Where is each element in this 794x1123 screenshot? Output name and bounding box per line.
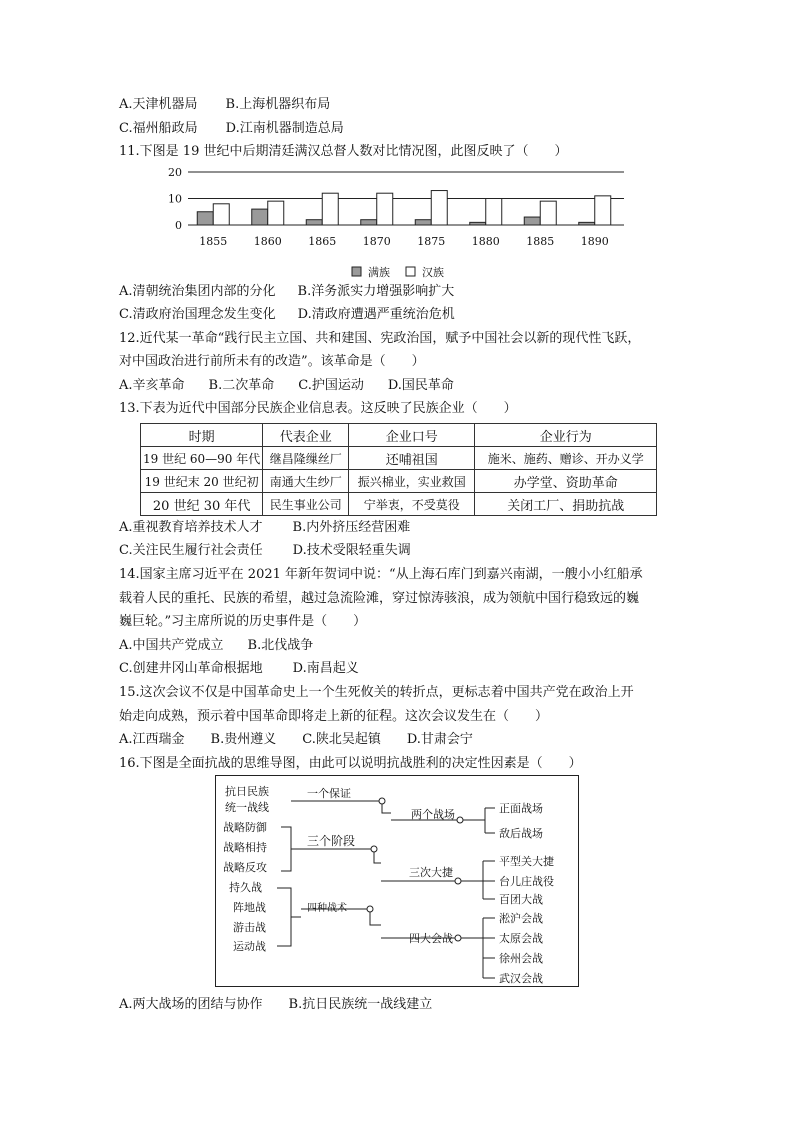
table-cell: 民生事业公司 xyxy=(263,493,349,516)
q16-mind-map xyxy=(215,775,579,987)
chart-x-tick-label: 1860 xyxy=(253,235,282,248)
mind-map-battle-1: 淞沪会战 xyxy=(499,912,543,925)
q16-option-a: A.两大战场的团结与协作 xyxy=(119,997,263,1012)
q11-stem: 11.下图是 19 世纪中后期清廷满汉总督人数对比情况图，此图反映了（ ） xyxy=(119,144,568,159)
mind-map-front-2: 敌后战场 xyxy=(499,827,543,840)
mind-map-left-united-front-2: 统一战线 xyxy=(225,801,269,814)
q15-stem-line1: 15.这次会议不仅是中国革命史上一个生死攸关的转折点，更标志着中国共产党在政治上开 xyxy=(119,685,634,700)
q10-options-row1 xyxy=(119,96,330,114)
table-row xyxy=(141,447,657,470)
q15-option-c: C.陕北吴起镇 xyxy=(302,732,381,747)
q14-option-a: A.中国共产党成立 xyxy=(119,638,224,653)
q12-stem-line2: 对中国政治进行前所未有的改造”。该革命是（ ） xyxy=(119,354,425,369)
q12-stem-line1: 12.近代某一革命“践行民主立国、共和建国、宪政治国，赋予中国社会以新的现代性飞跃， xyxy=(119,331,641,346)
q14-option-d: D.南昌起义 xyxy=(292,661,359,676)
q12-options xyxy=(119,377,454,395)
q15-option-b: B.贵州遵义 xyxy=(210,732,277,747)
q13-table xyxy=(140,423,657,516)
table-cell: 宁举衷，不受莫役 xyxy=(349,493,475,516)
table-cell: 关闭工厂、捐助抗战 xyxy=(475,493,657,516)
chart-y-tick-label: 0 xyxy=(175,219,182,232)
q11-options-row2 xyxy=(119,306,455,324)
table-cell: 还哺祖国 xyxy=(349,447,475,470)
mind-map-victory-1: 平型关大捷 xyxy=(499,855,554,868)
q12-option-b: B.二次革命 xyxy=(208,378,275,393)
q16-option-b: B.抗日民族统一战线建立 xyxy=(288,997,433,1012)
table-cell: 办学堂、资助革命 xyxy=(475,470,657,493)
mind-map-tactic-2: 阵地战 xyxy=(233,901,266,914)
table-header: 企业行为 xyxy=(475,424,657,447)
q13-option-a: A.重视教育培养技术人才 xyxy=(119,520,263,535)
chart-bar-han xyxy=(377,193,393,225)
q10-options-row2 xyxy=(119,120,344,138)
chart-bar-han xyxy=(486,199,502,226)
q10-option-c: C.福州船政局 xyxy=(119,121,198,136)
chart-bar-manchu xyxy=(252,209,268,225)
chart-x-tick-label: 1855 xyxy=(199,235,228,248)
chart-bar-manchu xyxy=(361,220,377,225)
mind-map-battle-3: 徐州会战 xyxy=(499,952,543,965)
chart-x-tick-label: 1890 xyxy=(580,235,609,248)
mind-map-tactic-4: 运动战 xyxy=(233,940,266,953)
chart-x-tick-label: 1885 xyxy=(526,235,555,248)
table-header: 代表企业 xyxy=(263,424,349,447)
q10-option-d: D.江南机器制造总局 xyxy=(225,121,344,136)
q14-stem-line3: 巍巨轮。”习主席所说的历史事件是（ ） xyxy=(119,614,367,629)
mind-map-front-1: 正面战场 xyxy=(499,802,543,815)
table-cell: 19 世纪 60—90 年代 xyxy=(141,447,263,470)
table-cell: 施米、施药、赠诊、开办义学 xyxy=(475,447,657,470)
chart-x-tick-label: 1870 xyxy=(362,235,391,248)
chart-y-tick-label: 20 xyxy=(168,166,182,179)
chart-x-tick-label: 1875 xyxy=(417,235,446,248)
chart-bar-manchu xyxy=(579,222,595,225)
table-header: 企业口号 xyxy=(349,424,475,447)
q14-option-b: B.北伐战争 xyxy=(247,638,314,653)
mind-map-stage-2: 战略相持 xyxy=(223,841,267,854)
mind-map-connectors xyxy=(277,798,495,978)
chart-bar-manchu xyxy=(415,220,431,225)
mind-map-branch-two-battlefields: 两个战场 xyxy=(411,808,455,821)
chart-bar-manchu xyxy=(470,222,486,225)
q13-options-row2 xyxy=(119,542,411,560)
mind-map-victory-3: 百团大战 xyxy=(499,893,543,906)
q15-option-d: D.甘肃会宁 xyxy=(406,732,473,747)
q14-options-row1 xyxy=(119,637,313,655)
q11-option-c: C.清政府治国理念发生变化 xyxy=(119,307,276,322)
q12-option-a: A.辛亥革命 xyxy=(119,378,185,393)
q13-stem: 13.下表为近代中国部分民族企业信息表。这反映了民族企业（ ） xyxy=(119,401,517,416)
chart-bar-han xyxy=(268,201,284,225)
table-cell: 南通大生纱厂 xyxy=(263,470,349,493)
mind-map-branch-three-stages: 三个阶段 xyxy=(307,834,356,848)
q13-option-d: D.技术受限轻重失调 xyxy=(292,543,411,558)
chart-bar-manchu xyxy=(197,212,213,225)
table-row xyxy=(141,470,657,493)
q12-option-d: D.国民革命 xyxy=(387,378,454,393)
q14-option-c: C.创建井冈山革命根据地 xyxy=(119,661,263,676)
chart-bar-han xyxy=(322,193,338,225)
mind-map-branch-three-victories: 三次大捷 xyxy=(409,866,453,879)
mind-map-stage-3: 战略反攻 xyxy=(223,861,267,874)
table-row xyxy=(141,493,657,516)
table-cell: 20 世纪 30 年代 xyxy=(141,493,263,516)
chart-legend-swatch xyxy=(352,267,361,276)
mind-map-branch-four-battles: 四大会战 xyxy=(409,932,453,945)
chart-y-tick-label: 10 xyxy=(168,192,182,206)
q15-option-a: A.江西瑞金 xyxy=(119,732,185,747)
q13-option-b: B.内外挤压经营困难 xyxy=(292,520,411,535)
q11-option-a: A.清朝统治集团内部的分化 xyxy=(119,284,276,299)
mind-map-battle-4: 武汉会战 xyxy=(499,972,543,985)
table-cell: 振兴棉业，实业救国 xyxy=(349,470,475,493)
table-header: 时期 xyxy=(141,424,263,447)
chart-bar-han xyxy=(540,201,556,225)
q14-stem-line2: 载着人民的重托、民族的希望，越过急流险滩，穿过惊涛骇浪，成为领航中国行稳致远的巍 xyxy=(119,591,640,606)
mind-map-battle-2: 太原会战 xyxy=(499,932,543,945)
q11-option-d: D.清政府遭遇严重统治危机 xyxy=(297,307,455,322)
q10-option-b: B.上海机器织布局 xyxy=(225,97,331,112)
q15-options xyxy=(119,731,473,749)
table-header-row xyxy=(141,424,657,447)
mind-map-branch-four-tactics: 四种战术 xyxy=(307,903,347,914)
table-cell: 继昌隆缫丝厂 xyxy=(263,447,349,470)
q10-option-a: A.天津机器局 xyxy=(119,97,198,112)
q16-options-row1 xyxy=(119,996,432,1014)
chart-bar-han xyxy=(595,196,611,225)
mind-map-tactic-1: 持久战 xyxy=(229,881,262,894)
q14-options-row2 xyxy=(119,660,359,678)
mind-map-branch-one-guarantee: 一个保证 xyxy=(307,787,351,800)
q16-stem: 16.下图是全面抗战的思维导图，由此可以说明抗战胜利的决定性因素是（ ） xyxy=(119,756,582,771)
mind-map-stage-1: 战略防御 xyxy=(223,821,267,834)
q14-stem-line1: 14.国家主席习近平在 2021 年新年贺词中说：“从上海石库门到嘉兴南湖，一艘小小红船承 xyxy=(119,567,643,582)
q13-options-row1 xyxy=(119,519,410,537)
chart-bar-manchu xyxy=(524,217,540,225)
chart-legend-label: 满族 xyxy=(368,266,390,279)
q12-option-c: C.护国运动 xyxy=(298,378,364,393)
q15-stem-line2: 始走向成熟，预示着中国革命即将走上新的征程。这次会议发生在（ ） xyxy=(119,709,549,724)
q11-options-row1 xyxy=(119,283,454,301)
q11-bar-chart xyxy=(160,163,630,281)
chart-bar-han xyxy=(213,204,229,225)
q11-option-b: B.洋务派实力增强影响扩大 xyxy=(297,284,455,299)
chart-legend-swatch xyxy=(406,267,415,276)
table-cell: 19 世纪末 20 世纪初 xyxy=(141,470,263,493)
mind-map-tactic-3: 游击战 xyxy=(233,921,266,934)
mind-map-victory-2: 台儿庄战役 xyxy=(499,875,554,888)
chart-bar-han xyxy=(431,191,447,225)
mind-map-left-united-front-1: 抗日民族 xyxy=(225,785,269,798)
chart-x-tick-label: 1865 xyxy=(308,235,337,248)
chart-legend-label: 汉族 xyxy=(422,266,444,279)
chart-bar-manchu xyxy=(306,220,322,225)
chart-x-tick-label: 1880 xyxy=(471,235,500,248)
q13-option-c: C.关注民生履行社会责任 xyxy=(119,543,263,558)
